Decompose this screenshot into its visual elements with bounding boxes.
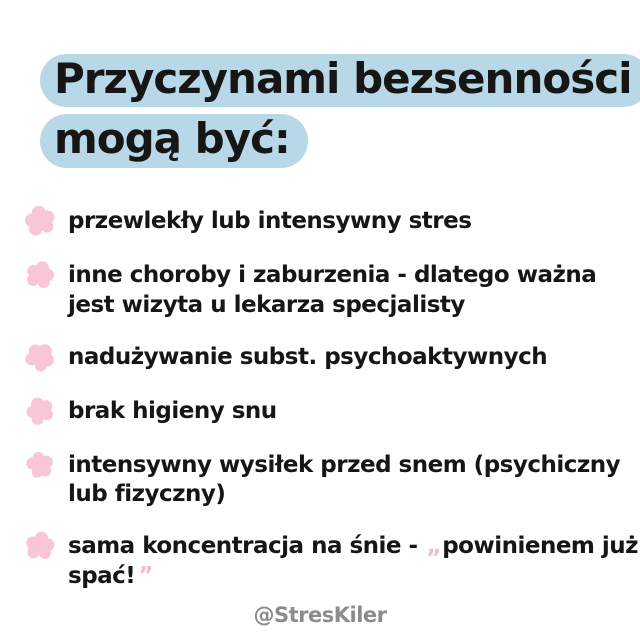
title-line-1: Przyczynami bezsenności	[40, 54, 640, 107]
list-item	[22, 531, 640, 592]
list-item	[22, 342, 640, 375]
list-item-line: przewlekły lub intensywny stres	[68, 207, 472, 234]
list-item	[22, 396, 640, 429]
list-item-text-segment: spać!	[68, 563, 136, 590]
flower-blob-icon	[22, 393, 58, 429]
list-item-line: jest wizyta u lekarza specjalisty	[68, 291, 465, 318]
list-item-text	[68, 342, 547, 373]
title	[0, 0, 640, 168]
causes-list	[22, 206, 640, 592]
list-item-line	[68, 562, 638, 592]
list-item-line: lub fizyczny)	[68, 481, 226, 508]
title-line-2: mogą być:	[40, 114, 308, 167]
list-item-line: inne choroby i zaburzenia - dlatego ważna	[68, 261, 597, 288]
footer-handle: @StresKiler	[253, 603, 387, 627]
list-item-text-segment: powinienem już	[442, 533, 639, 560]
flower-blob-icon	[22, 203, 58, 239]
flower-blob-icon	[22, 447, 58, 483]
list-item-text	[68, 396, 277, 427]
list-item-line	[68, 532, 638, 562]
flower-blob-icon	[22, 528, 58, 564]
list-item	[22, 206, 640, 239]
list-item-text-segment: sama koncentracja na śnie -	[68, 533, 418, 560]
list-item-line: intensywny wysiłek przed snem (psychiczny	[68, 451, 621, 478]
list-item-text	[68, 260, 596, 321]
flower-blob-icon	[22, 257, 58, 293]
list-item-line: brak higieny snu	[68, 397, 277, 424]
pink-open-quote: „	[426, 533, 442, 560]
list-item-text	[68, 206, 471, 237]
pink-close-quote: ”	[138, 563, 153, 590]
list-item-text	[68, 531, 638, 592]
flower-blob-icon	[22, 339, 58, 375]
list-item	[22, 450, 640, 511]
list-item-line: nadużywanie subst. psychoaktywnych	[68, 343, 548, 370]
list-item-text	[68, 450, 620, 511]
list-item	[22, 260, 640, 321]
